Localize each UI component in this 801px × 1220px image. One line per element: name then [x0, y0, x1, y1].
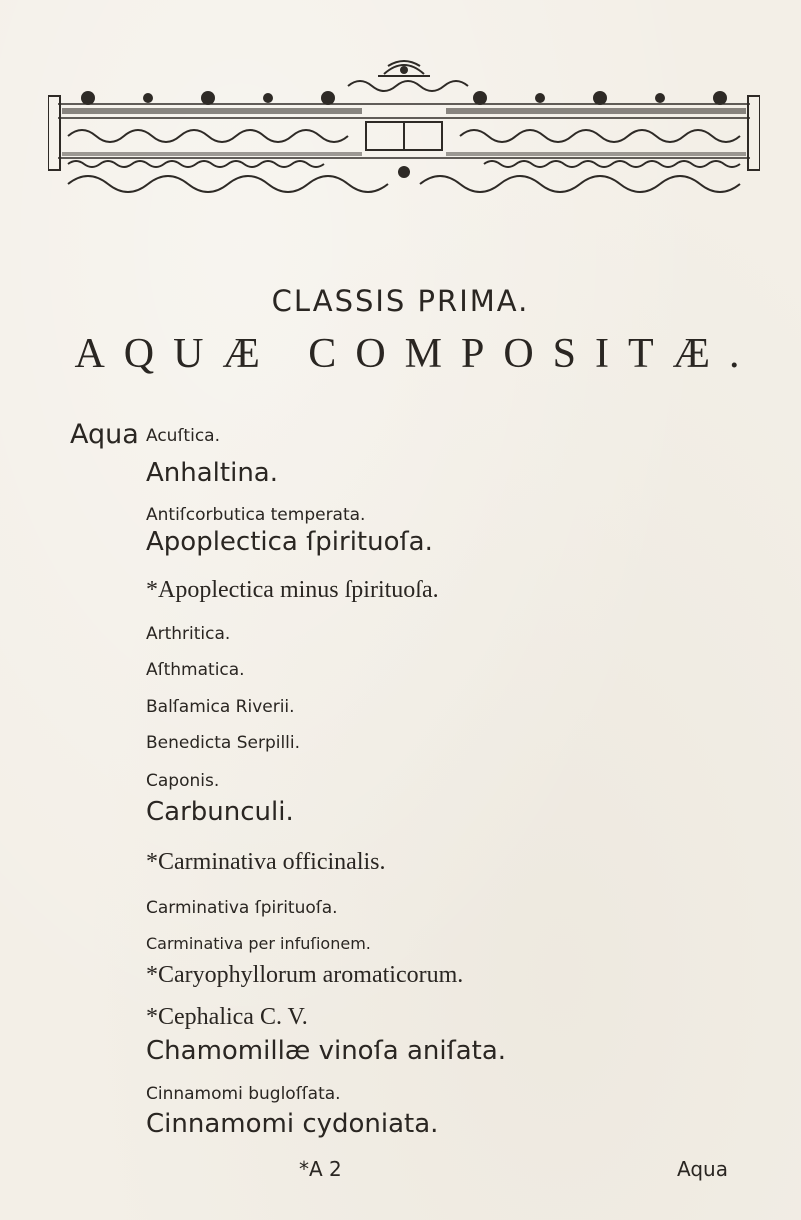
list-item: Carminativa per infuſionem. [146, 934, 371, 953]
list-item: Carbunculi. [146, 797, 294, 827]
list-item: Benedicta Serpilli. [146, 733, 301, 753]
list-item: Caponis. [146, 771, 220, 791]
list-item: *Caryophyllorum aromaticorum. [146, 962, 464, 988]
list-item: Carminativa ſpirituoſa. [146, 898, 338, 918]
list-item: Cinnamomi bugloſſata. [146, 1084, 341, 1104]
list-item: Aſthmatica. [146, 660, 245, 680]
lead-word: Aqua [70, 419, 139, 450]
signature-mark: *A 2 [299, 1157, 342, 1181]
list-item: Arthritica. [146, 624, 231, 644]
list-item: Chamomillæ vinoſa aniſata. [146, 1036, 507, 1066]
list-item: *Apoplectica minus ſpirituoſa. [146, 577, 439, 603]
list-item: Antiſcorbutica temperata. [146, 505, 366, 525]
list-item: Cinnamomi cydoniata. [146, 1109, 439, 1139]
list-item: *Cephalica C. V. [146, 1004, 308, 1030]
class-heading: CLASSIS PRIMA. [271, 284, 530, 318]
list-item: Acuſtica. [146, 426, 220, 446]
list-item: Anhaltina. [146, 458, 278, 488]
section-heading: AQUÆ COMPOSITÆ. [74, 331, 759, 377]
list-item: Balſamica Riverii. [146, 697, 295, 717]
catchword: Aqua [677, 1157, 728, 1181]
ornamental-headpiece-icon [48, 52, 760, 202]
list-item: *Carminativa officinalis. [146, 849, 386, 875]
list-item: Apoplectica ſpirituoſa. [146, 527, 433, 557]
